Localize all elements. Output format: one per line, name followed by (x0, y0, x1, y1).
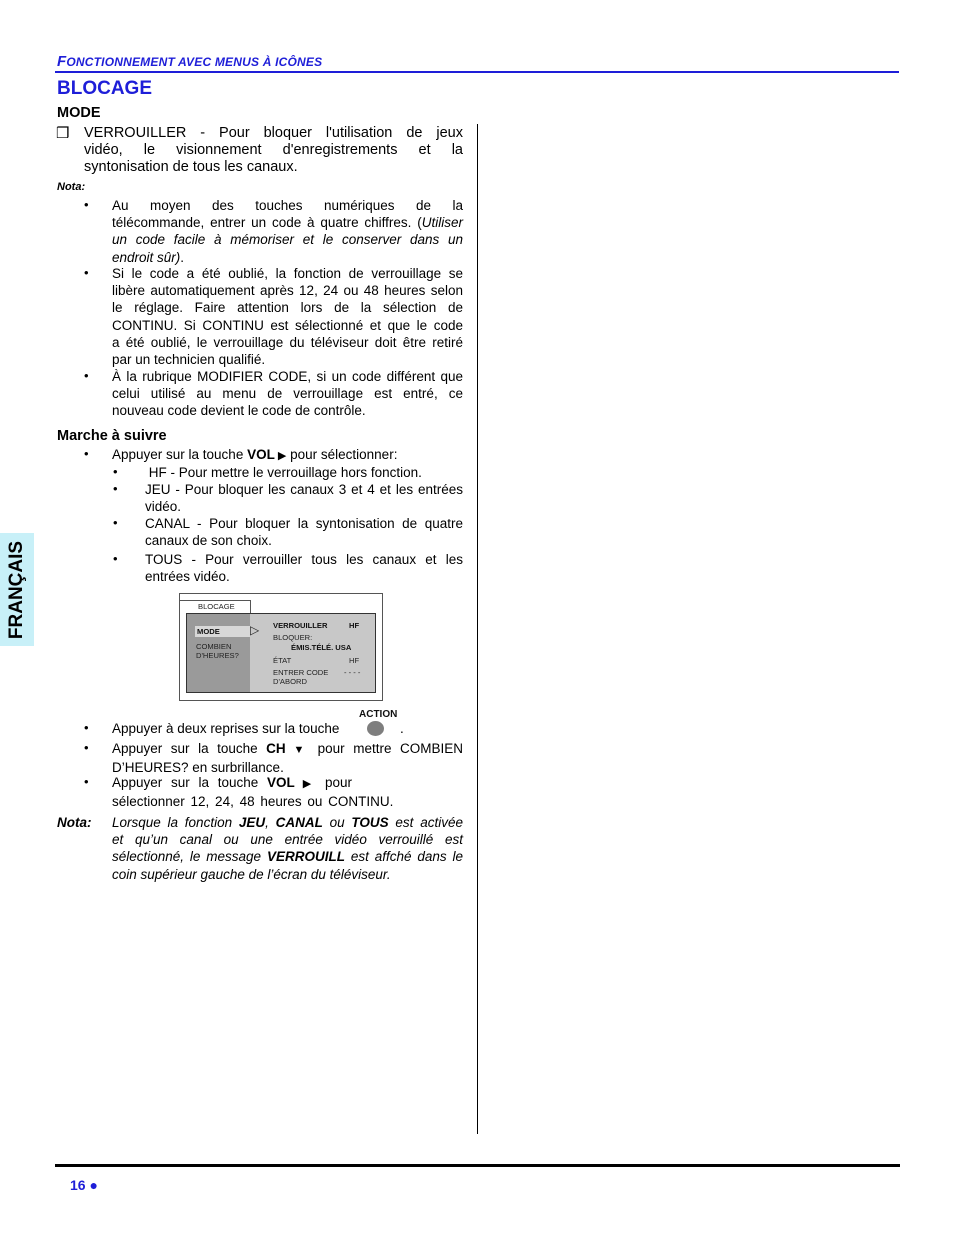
menu-screenshot (179, 593, 383, 701)
menu-item-mode: MODE (197, 627, 220, 636)
step-4: Appuyer sur la touche VOL ▶ pour sélectionner 12, 24, 48 heures ou CONTINU. (112, 775, 394, 810)
language-tab: FRANÇAIS (0, 533, 34, 646)
row-etat-value: HF (349, 656, 360, 665)
right-triangle-icon: ▶ (294, 778, 317, 790)
column-divider (477, 124, 478, 1134)
bullet: • (84, 368, 89, 383)
bullet: • (84, 774, 89, 789)
nota-label-2: Nota: (57, 815, 92, 830)
step-2-end: . (400, 721, 404, 736)
bullet: • (84, 197, 89, 212)
bullet: • (113, 515, 118, 530)
menu-item-combien: COMBIEN (196, 642, 232, 651)
header-rule (55, 71, 899, 73)
section-title: BLOCAGE (57, 78, 152, 99)
procedure-heading: Marche à suivre (57, 428, 167, 444)
menu-panel (186, 613, 376, 693)
mode-heading: MODE (57, 105, 101, 121)
option-hf: HF - Pour mettre le verrouillage hors fonction. (145, 465, 422, 480)
bullet: • (84, 265, 89, 280)
footer-rule (55, 1164, 900, 1167)
down-triangle-icon: ▼ (285, 744, 310, 756)
bullet: • (84, 446, 89, 461)
note-3: À la rubrique MODIFIER CODE, si un code différent que celui utilisé au menu de verrouillage est entré, ce nouveau code devient le code de contrôle. (112, 369, 463, 419)
right-triangle-icon: ▶ (274, 450, 287, 462)
menu-item-heures: D'HEURES? (196, 651, 239, 660)
final-nota: Lorsque la fonction JEU, CANAL ou TOUS est activée et qu’un canal ou une entrée vidéo verrouillé est sélectionné, le message VERROUILL est affché dans le coin supérieur gauche de l’écran du téléviseur. (112, 815, 463, 882)
bullet: • (113, 551, 118, 566)
mode-item: VERROUILLER - Pour bloquer l'utilisation de jeux vidéo, le visionnement d'enregistrements et la syntonisation de tous les canaux. (84, 125, 463, 175)
option-jeu: JEU - Pour bloquer les canaux 3 et 4 et les entrées vidéo. (145, 482, 463, 515)
row-verrouiller: VERROUILLER (273, 621, 328, 630)
step-3: Appuyer sur la touche CH ▼ pour mettre COMBIEN D’HEURES? en surbrillance. (112, 741, 463, 776)
row-bloquer-value: ÉMIS.TÉLÉ. USA (291, 643, 352, 652)
row-etat: ÉTAT (273, 656, 292, 665)
bullet: • (84, 720, 89, 735)
action-button-icon (367, 721, 384, 736)
running-header: FONCTIONNEMENT AVEC MENUS À ICÔNES (57, 53, 323, 70)
note-2: Si le code a été oublié, la fonction de verrouillage se libère automatiquement après 12, 24 ou 48 heures selon le réglage. Faire attention lors de la sélection de CONTINU. Si CONTINU est sélectionné et que le code a été oublié, le verrouillage du téléviseur doit être retiré par un technicien qualifié. (112, 266, 463, 368)
nota-label: Nota: (57, 181, 86, 193)
row-dabord: D'ABORD (273, 677, 307, 686)
row-bloquer: BLOQUER: (273, 633, 313, 642)
action-label: ACTION (359, 709, 398, 720)
step-1: Appuyer sur la touche VOL ▶ pour sélectionner: (112, 447, 398, 462)
bullet: • (113, 464, 118, 479)
bullet: • (113, 481, 118, 496)
checkbox-icon: ❒ (56, 125, 70, 142)
step-2: Appuyer à deux reprises sur la touche (112, 721, 340, 736)
menu-tab-label: BLOCAGE (198, 602, 235, 611)
row-entrer-code: ENTRER CODE (273, 668, 329, 677)
row-verrouiller-value: HF (349, 621, 360, 630)
menu-pointer-icon: ▷ (250, 623, 260, 637)
page-number: 16 ● (70, 1177, 98, 1193)
option-tous: TOUS - Pour verrouiller tous les canaux et les entrées vidéo. (145, 552, 463, 585)
bullet: • (84, 740, 89, 755)
note-1: Au moyen des touches numériques de la télécommande, entrer un code à quatre chiffres. (Utiliser un code facile à mémoriser et le conserver dans un endroit sûr). (112, 198, 463, 265)
option-canal: CANAL - Pour bloquer la syntonisation de quatre canaux de son choix. (145, 516, 463, 549)
row-entrer-value: - - - - (344, 668, 361, 677)
